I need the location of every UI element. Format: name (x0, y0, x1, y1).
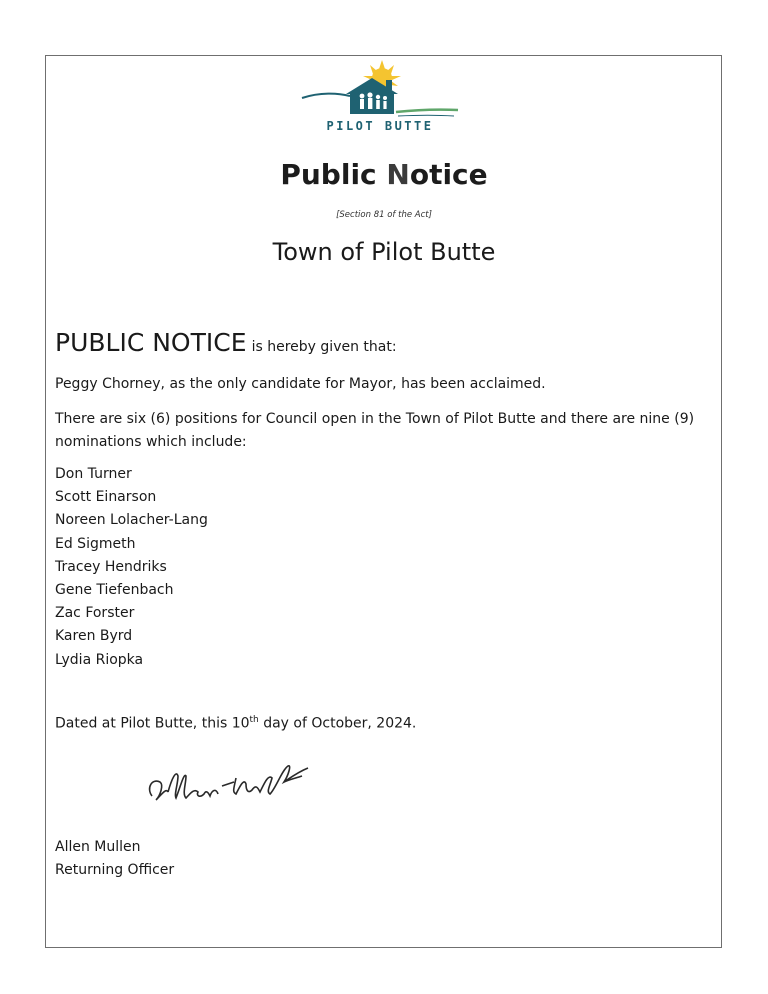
lead-heading: PUBLIC NOTICE (55, 328, 247, 357)
nominee-item: Gene Tiefenbach (55, 582, 174, 599)
dated-prefix: Dated at Pilot Butte, this 10 (55, 715, 250, 732)
nominee-item: Scott Einarson (55, 489, 157, 506)
nominee-item: Don Turner (55, 466, 132, 482)
nominee-item: Noreen Lolacher-Lang (55, 512, 208, 529)
nominee-item: Tracey Hendriks (55, 558, 167, 575)
title-part-3: otice (409, 158, 488, 191)
nominee-item: Ed Sigmeth (55, 535, 136, 552)
nominee-item: Zac Forster (55, 605, 135, 622)
signer-title: Returning Officer (55, 862, 175, 878)
lead-line (55, 328, 397, 357)
nominee-item: Lydia Riopka (55, 651, 144, 668)
nominee-item: Karen Byrd (55, 628, 133, 645)
section-reference: [Section 81 of the Act] (336, 210, 432, 220)
dated-line (55, 715, 416, 732)
logo-text: PILOT BUTTE (326, 119, 434, 133)
page-title (0, 158, 768, 191)
handwritten-signature (138, 748, 328, 818)
dated-superscript: th (249, 715, 259, 725)
logo-graphic (300, 60, 460, 120)
mayor-statement: Peggy Chorney, as the only candidate for Mayor, has been acclaimed. (55, 376, 546, 392)
pilot-butte-logo (300, 60, 460, 138)
lead-text: is hereby given that: (251, 339, 397, 355)
signer-block (55, 836, 174, 882)
town-heading: Town of Pilot Butte (272, 238, 496, 266)
title-part-1: Public (280, 158, 387, 191)
signature-graphic (138, 748, 328, 818)
signer-name: Allen Mullen (55, 839, 141, 855)
dated-suffix: day of October, 2024. (258, 715, 417, 732)
council-statement: There are six (6) positions for Council open in the Town of Pilot Butte and there are nine (9) nominations which include: (55, 411, 695, 450)
title-part-2: N (386, 158, 410, 191)
nominee-list (55, 463, 208, 672)
